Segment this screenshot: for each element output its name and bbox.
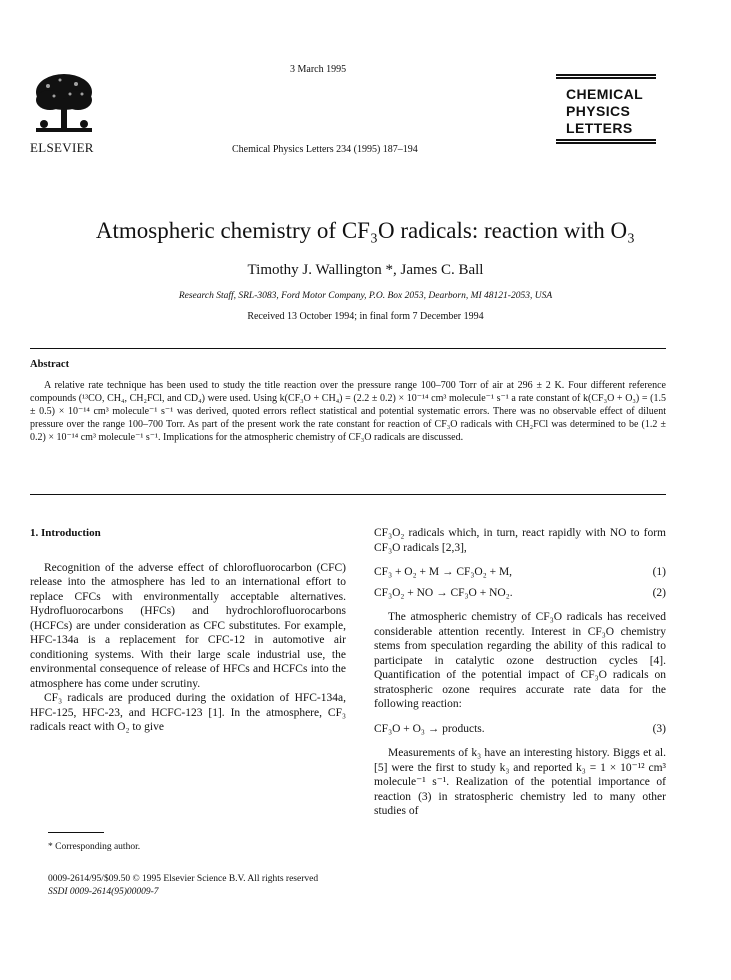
article-authors: Timothy J. Wallington *, James C. Ball [247, 262, 484, 278]
issue-date: 3 March 1995 [290, 64, 347, 75]
copyright-line: 0009-2614/95/$09.50 © 1995 Elsevier Science B.V. All rights reserved [48, 874, 319, 884]
footnote: * Corresponding author. [48, 842, 141, 852]
equation-2-text: CF₃O₂ + NO → CF₃O + NO₂. [374, 586, 513, 599]
publisher-name: ELSEVIER [30, 140, 94, 155]
equation-1-number: (1) [652, 566, 666, 578]
ssdi-line: SSDI 0009-2614(95)00009-7 [48, 887, 159, 897]
equation-2-number: (2) [652, 586, 666, 599]
equation-1-text: CF₃ + O₂ + M → CF₃O₂ + M, [374, 566, 513, 578]
author-affiliation: Research Staff, SRL-3083, Ford Motor Company, P.O. Box 2053, Dearborn, MI 48121-2053, USA [178, 291, 553, 301]
right-paragraph-1: CF₃O₂ radicals which, in turn, react rapidly with NO to form CF₃O radicals [2,3], [374, 527, 666, 554]
journal-brand [556, 74, 656, 145]
equation-3-text: CF₃O + O₃ → products. [374, 722, 485, 735]
brand-line-3: LETTERS [566, 120, 633, 136]
equation-1 [374, 565, 666, 580]
equation-3 [374, 722, 666, 737]
right-paragraph-2: The atmospheric chemistry of CF₃O radicals has received considerable attention recently. Interest in CF₃O chemistry stems from speculation regarding the ability of this radical to participate in catalytic ozone destruction cycles [4]. Quantification of the potential impact of CF₃O radicals on stratospheric ozone requires accurate rate data for the following reaction: [374, 611, 666, 710]
article-title: Atmospheric chemistry of CF₃O radicals: reaction with O₃ [95, 218, 636, 243]
intro-paragraph-2: CF₃ radicals are produced during the oxidation of HFC-134a, HFC-125, HFC-23, and HCFC-123 [1]. In the atmosphere, CF₃ radicals react with O₂ to give [30, 692, 346, 733]
elsevier-tree-logo [30, 70, 98, 142]
abstract-heading: Abstract [30, 359, 70, 370]
footnote-rule [48, 832, 104, 833]
journal-reference: Chemical Physics Letters 234 (1995) 187–194 [232, 144, 418, 155]
left-column [30, 526, 346, 735]
abstract-bottom-rule [30, 494, 666, 495]
right-column [374, 526, 666, 819]
intro-paragraph-1: Recognition of the adverse effect of chlorofluorocarbon (CFC) release into the atmosphere has led to an international effort to replace CFCs with environmentally acceptable alternatives. Hydrofluorocarbons (HFCs) and hydrochlorofluorocarbons (HCFCs) are under consideration as CFC substitutes. For example, HFC-134a is a replacement for CFC-12 in automotive air conditioning systems. With their large scale industrial use, the environmental consequence of release of HFCs and HCFCs into the atmosphere has come under scrutiny. [30, 561, 346, 690]
abstract-top-rule [30, 348, 666, 349]
equation-3-number: (3) [652, 722, 666, 735]
abstract-text: A relative rate technique has been used to study the title reaction over the pressure range 100–700 Torr of air at 296 ± 2 K. Four different reference compounds (¹³CO, CH₄, CH₂FCl, and CD₄) were used. Using k(CF₃O + CH₄) = (2.2 ± 0.2) × 10⁻¹⁴ cm³ molecule⁻¹ s⁻¹ a rate constant of k(CF₃O + O₃) = (1.5 ± 0.5) × 10⁻¹⁴ cm³ molecule⁻¹ s⁻¹ was derived, quoted errors reflect statistical and potential systematic errors. There was no observable effect of diluent pressure over the range 100–700 Torr. As part of the present work the rate constant for reaction of CF₃O radicals with CH₂FCl was determined to be (1.2 ± 0.2) × 10⁻¹⁴ cm³ molecule⁻¹ s⁻¹. Implications for the atmospheric chemistry of CF₃O radicals are discussed. [30, 380, 666, 443]
abstract-body [30, 379, 666, 444]
brand-line-1: CHEMICAL [566, 86, 644, 102]
equation-2 [374, 586, 666, 601]
right-paragraph-3: Measurements of k₃ have an interesting history. Biggs et al. [5] were the first to study k₃ and reported k₃ = 1 × 10⁻¹² cm³ molecule⁻¹ s⁻¹. Realization of the potential importance of reaction (3) in stratospheric chemistry led to many other studies of [374, 747, 666, 817]
brand-line-2: PHYSICS [566, 103, 631, 119]
section-heading: 1. Introduction [30, 527, 101, 539]
received-dates: Received 13 October 1994; in final form 7 December 1994 [247, 311, 484, 322]
copyright-block [48, 873, 318, 899]
